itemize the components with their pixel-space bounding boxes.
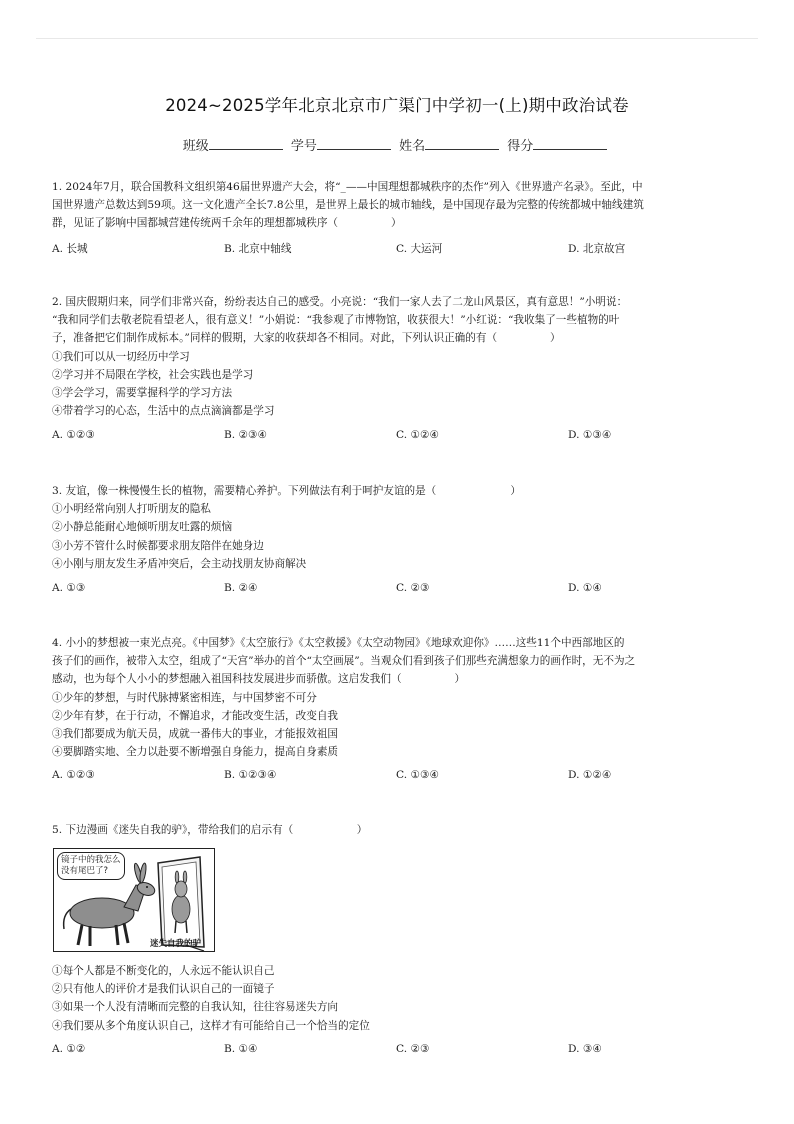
option-c[interactable]: C. 大运河 — [396, 243, 443, 255]
question-line: ①小明经常向别人打听朋友的隐私 — [52, 503, 211, 516]
question-line: ④带着学习的心态，生活中的点点滴滴都是学习 — [52, 405, 275, 418]
question-line: 4. 小小的梦想被一束光点亮。《中国梦》《太空旅行》《太空救援》《太空动物园》《地球欢迎你》……这些11个中西部地区的 — [52, 637, 625, 649]
question-line: 子，准备把它们制作成标本。”同样的假期，大家的收获却各不相同。对此，下列认识正确的有（ ） — [52, 332, 561, 345]
reflection-leg — [175, 921, 176, 933]
question-line: ④小刚与朋友发生矛盾冲突后，会主动找朋友协商解决 — [52, 557, 307, 570]
question-line: 5. 下边漫画《迷失自我的驴》，带给我们的启示有（ ） — [52, 824, 368, 836]
option-b[interactable]: B. ②④ — [224, 582, 258, 594]
name-label: 姓名 — [399, 139, 426, 154]
option-c[interactable]: C. ②③ — [396, 1043, 430, 1055]
question-line: 3. 友谊，像一株慢慢生长的植物，需要精心养护。下列做法有利于呵护友谊的是（ ） — [52, 485, 522, 497]
option-b[interactable]: B. 北京中轴线 — [224, 243, 292, 255]
student-info-line — [0, 135, 794, 154]
question-5 — [52, 821, 742, 839]
speech-bubble: 镜子中的我怎么没有尾巴了? — [57, 852, 125, 880]
donkey-leg — [124, 923, 128, 943]
question-3-options — [52, 582, 742, 600]
question-line: ②少年有梦，在于行动，不懈追求，才能改变生活，改变自我 — [52, 709, 339, 722]
score-field[interactable] — [533, 137, 607, 150]
question-line: 国世界遗产总数达到59项。这一文化遗产全长7.8公里，是世界上最长的城市轴线，是中国现存最为完整的传统都城中轴线建筑 — [52, 199, 644, 212]
question-line: ①我们可以从一切经历中学习 — [52, 350, 190, 363]
question-line: 感动，也为每个人小小的梦想融入祖国科技发展进步而骄傲。这启发我们（ ） — [52, 673, 466, 686]
question-line: ①少年的梦想，与时代脉搏紧密相连，与中国梦密不可分 — [52, 691, 317, 704]
donkey-leg — [78, 925, 82, 945]
question-3 — [52, 482, 742, 573]
reflection-body — [172, 895, 190, 923]
question-line: ②学习并不局限在学校，社会实践也是学习 — [52, 368, 254, 381]
question-line: ④我们要从多个角度认识自己，这样才有可能给自己一个恰当的定位 — [52, 1019, 370, 1032]
option-d[interactable]: D. ①④ — [568, 582, 602, 594]
question-line: 孩子们的画作，被带入太空，组成了“天宫”举办的首个“太空画展”。当观众们看到孩子们那些充满想象力的画作时，无不为之 — [52, 655, 636, 668]
question-line: 1. 2024年7月，联合国教科文组织第46届世界遗产大会，将“_——中国理想都城秩序的杰作”列入《世界遗产名录》。至此，中 — [52, 181, 643, 193]
reflection-ear-left — [175, 871, 179, 883]
question-line: 2. 国庆假期归来，同学们非常兴奋，纷纷表达自己的感受。小亮说：“我们一家人去了二龙山风景区，真有意思！”小明说： — [52, 296, 628, 308]
question-line: ③学会学习，需要掌握科学的学习方法 — [52, 387, 233, 400]
class-label: 班级 — [182, 139, 209, 154]
question-2 — [52, 293, 742, 420]
option-a[interactable]: A. ①② — [52, 1043, 86, 1055]
question-line: ①每个人都是不断变化的，人永远不能认识自己 — [52, 965, 275, 977]
id-label: 学号 — [290, 139, 317, 154]
comic-caption: 迷失自我的驴 — [150, 939, 202, 949]
option-a[interactable]: A. ①③ — [52, 582, 86, 594]
option-d[interactable]: D. ③④ — [568, 1043, 602, 1055]
option-b[interactable]: B. ②③④ — [224, 429, 268, 441]
option-b[interactable]: B. ①②③④ — [224, 769, 277, 781]
donkey-eye — [146, 886, 148, 888]
option-a[interactable]: A. ①②③ — [52, 769, 95, 781]
question-4 — [52, 634, 742, 761]
question-4-options — [52, 769, 742, 787]
option-c[interactable]: C. ①②④ — [396, 429, 439, 441]
question-line: ③我们都要成为航天员，成就一番伟大的事业，才能报效祖国 — [52, 728, 339, 741]
option-d[interactable]: D. ①②④ — [568, 769, 612, 781]
question-line: 群，见证了影响中国都城营建传统两千余年的理想都城秩序（ ） — [52, 217, 402, 230]
name-field[interactable] — [425, 137, 499, 150]
question-line: ④要脚踏实地、全力以赴要不断增强自身能力，提高自身素质 — [52, 746, 339, 759]
option-d[interactable]: D. ①③④ — [568, 429, 612, 441]
id-field[interactable] — [317, 137, 391, 150]
donkey-leg — [116, 925, 118, 945]
score-label: 得分 — [507, 139, 534, 154]
question-line: ③小芳不管什么时候都要求朋友陪伴在她身边 — [52, 539, 264, 552]
option-d[interactable]: D. 北京故宫 — [568, 243, 626, 255]
reflection-head — [175, 881, 187, 897]
question-line: ③如果一个人没有清晰而完整的自我认知，往往容易迷失方向 — [52, 1001, 339, 1014]
question-1 — [52, 178, 742, 233]
question-1-options — [52, 241, 742, 259]
question-5-statements — [52, 962, 742, 1035]
option-b[interactable]: B. ①④ — [224, 1043, 258, 1055]
option-c[interactable]: C. ②③ — [396, 582, 430, 594]
exam-title: 2024~2025学年北京北京市广渠门中学初一(上)期中政治试卷 — [165, 96, 629, 115]
question-line: ②只有他人的评价才是我们认识自己的一面镜子 — [52, 983, 275, 996]
question-2-options — [52, 429, 742, 447]
reflection-ear-right — [183, 871, 187, 883]
reflection-leg — [186, 921, 187, 933]
header-rule — [36, 38, 758, 39]
option-a[interactable]: A. ①②③ — [52, 429, 95, 441]
option-a[interactable]: A. 长城 — [52, 243, 88, 255]
option-c[interactable]: C. ①③④ — [396, 769, 439, 781]
question-5-options — [52, 1043, 742, 1061]
class-field[interactable] — [209, 137, 283, 150]
question-line: ②小静总能耐心地倾听朋友吐露的烦恼 — [52, 521, 233, 534]
donkey-ear — [139, 863, 147, 884]
question-line: “我和同学们去敬老院看望老人，很有意义！”小娟说：“我参观了市博物馆，收获很大！”小红说：“我收集了一些植物的叶 — [52, 314, 620, 327]
comic-lost-donkey — [53, 848, 215, 952]
